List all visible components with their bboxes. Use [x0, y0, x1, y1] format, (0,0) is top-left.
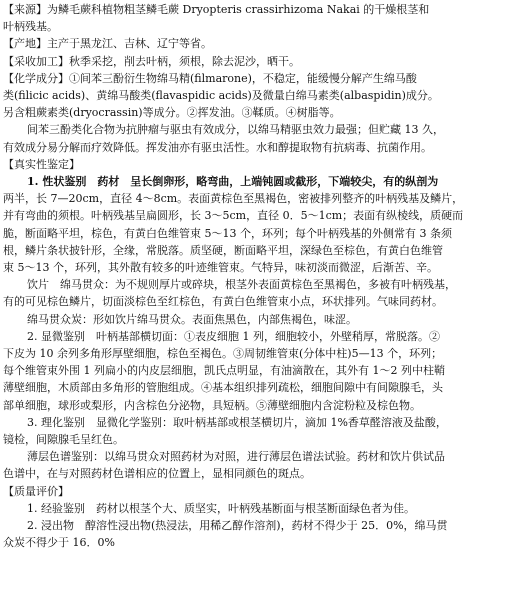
text-line: 部单细胞，球形或梨形，内含棕色分泌物，具短柄。⑤薄壁细胞内含淀粉粒及棕色物。	[3, 398, 421, 412]
text-line: 并有弯曲的须根。叶柄残基呈扁圆形，长 3～5cm，直径 0．5～1cm；表面有纵棱线，质硬而	[3, 209, 464, 223]
text-line: 脆，断面略平坦，棕色，有黄白色维管束 5～13 个，环列；每个叶柄残基的外侧常有 3 条须	[3, 226, 452, 240]
text-line: 间苯三酚类化合物为抗肿瘤与驱虫有效成分，以绵马精驱虫效力最强；但贮藏 13 久，	[27, 123, 444, 137]
text-line: 2. 显微鉴别 叶柄基部横切面：①表皮细胞 1 列，细胞较小，外壁稍厚，常脱落。②	[27, 329, 440, 343]
text-line: 【来源】为鳞毛蕨科植物粗茎鳞毛蕨 Dryopteris crassirhizoma Nakai 的干燥根茎和	[3, 3, 430, 16]
text-line: 每个维管束外围 1 列扁小的内皮层细胞，凯氏点明显，有油滴散在，其外有 1～2 列中柱鞘	[3, 364, 445, 378]
text-line: 【化学成分】①间苯三酚衍生物绵马精(filmarone)，不稳定，能缓慢分解产生绵马酸	[3, 71, 417, 85]
text-line: 下皮为 10 余列多角形厚壁细胞，棕色至褐色。③周韧维管束(分体中柱)5—13 个，环列；	[3, 347, 443, 361]
text-line: 两半，长 7—20cm，直径 4～8cm。表面黄棕色至黑褐色，密被排列整齐的叶柄残基及鳞片，	[3, 192, 464, 206]
section-heading: 【质量评价】	[3, 484, 69, 498]
text-line: 另含粗蕨素类(dryocrassin)等成分。②挥发油。③鞣质。④树脂等。	[3, 106, 341, 120]
text-line: 薄壁细胞，木质部由多角形的管胞组成。④基本组织排列疏松，细胞间隙中有间隙腺毛，头	[3, 381, 443, 395]
text-line: 薄层色谱鉴别：以绵马贯众对照药材为对照，进行薄层色谱法试验。药材和饮片供试品	[27, 450, 445, 464]
text-line: 2. 浸出物 醇溶性浸出物(热浸法，用稀乙醇作溶剂)，药材不得少于 25．0%，绵马贯	[27, 519, 448, 533]
text-line: 色谱中，在与对照药材色谱相应的位置上，显相同颜色的斑点。	[3, 467, 311, 481]
section-heading: 【真实性鉴定】	[3, 157, 80, 171]
text-line: 饮片 绵马贯众：为不规则厚片或碎块，根茎外表面黄棕色至黑褐色，多被有叶柄残基，	[27, 278, 456, 292]
text-line: 类(filicic acids)、黄绵马酸类(flavaspidic acids)及微量白绵马素类(albaspidin)成分。	[3, 89, 439, 103]
text-line: 1. 经验鉴别 药材以根茎个大、质坚实，叶柄残基断面与根茎断面绿色者为佳。	[27, 501, 415, 515]
text-line: 绵马贯众炭：形如饮片绵马贯众。表面焦黑色，内部焦褐色，味涩。	[27, 312, 357, 326]
text-line: 有的可见棕色鳞片，切面淡棕色至红棕色，有黄白色维管束小点，环状排列。气味同药材。	[3, 295, 443, 309]
text-line: 众炭不得少于 16．0%	[3, 536, 115, 550]
text-line: 束 5～13 个，环列，其外散有较多的叶迹维管束。气特异，味初淡而微涩，后渐苦、辛。	[3, 261, 438, 275]
text-line: 1. 性状鉴别 药材 呈长倒卵形，略弯曲，上端钝圆或截形，下端较尖，有的纵剖为	[27, 175, 439, 189]
text-line: 【采收加工】秋季采挖，削去叶柄，须根，除去泥沙，晒干。	[3, 54, 300, 68]
text-line: 叶柄残基。	[3, 20, 58, 34]
text-line: 有效成分易分解而疗效降低。挥发油亦有驱虫活性。水和醇提取物有抗病毒、抗菌作用。	[3, 140, 432, 154]
text-line: 3. 理化鉴别 显微化学鉴别：取叶柄基部或根茎横切片，滴加 1%香草醛溶液及盐酸，	[27, 415, 447, 429]
text-line: 根，鳞片条状披针形，全缘，常脱落。质坚硬，断面略平坦，深绿色至棕色，有黄白色维管	[3, 243, 443, 257]
text-line: 【产地】主产于黑龙江、吉林、辽宁等省。	[3, 37, 212, 51]
text-line: 镜检，间隙腺毛呈红色。	[3, 433, 124, 447]
